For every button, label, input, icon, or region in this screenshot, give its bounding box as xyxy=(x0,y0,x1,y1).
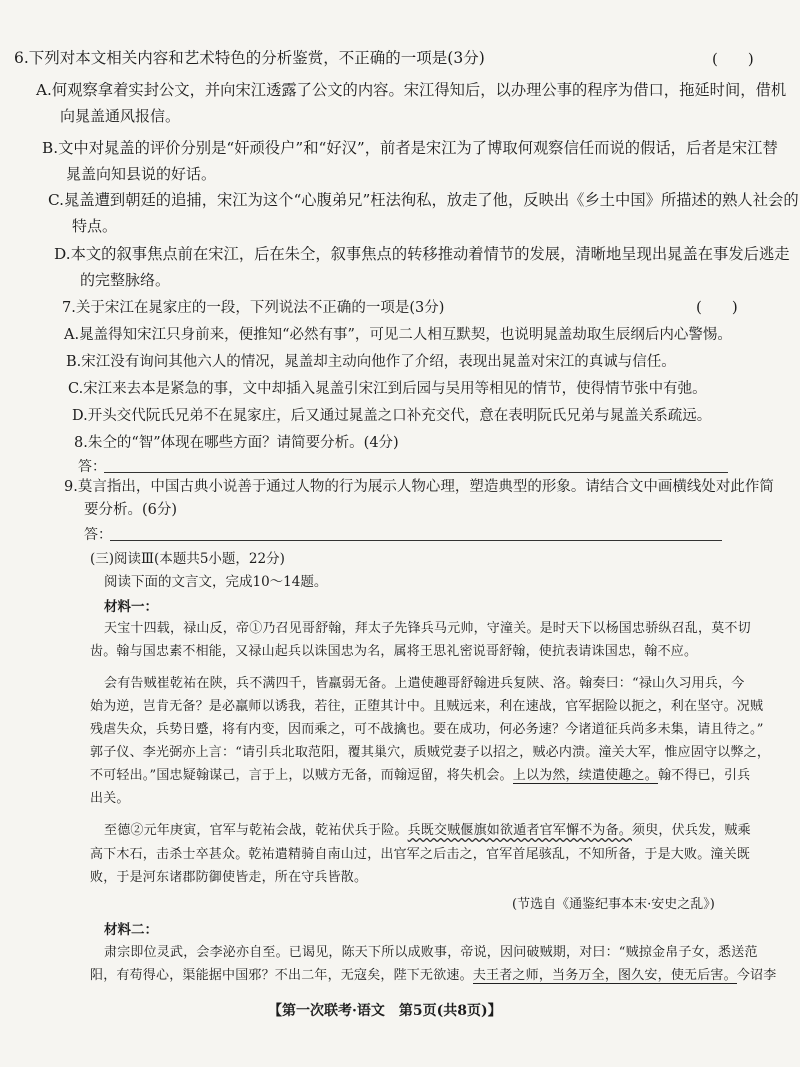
material1-p2-line3: 残虐失众，兵势日蹙，将有内变，因而乘之，可不战擒也。要在成功，何必务速？今诸道征兵尚多未集，请且待之。” xyxy=(90,722,764,737)
material1-p1-line1: 天宝十四载，禄山反，帝①乃召见哥舒翰，拜太子先锋兵马元帅，守潼关。是时天下以杨国忠骄纵召乱，莫不切 xyxy=(104,621,751,636)
wavy-underlined-sentence: 兵既交贼偃旗如欲遁者官军懈不为备。 xyxy=(407,823,633,838)
material1-p3-line1-end: 须臾，伏兵发，贼乘 xyxy=(632,823,751,838)
underlined-sentence-2: 夫王者之师，当务万全，图久安，使无后害。 xyxy=(472,968,737,983)
material1-p2-line4: 郭子仪、李光弼亦上言：“请引兵北取范阳，覆其巢穴，质贼党妻子以招之，贼必内溃。潼关大军，惟应固守以弊之， xyxy=(90,745,771,760)
material1-p3-line3: 败，于是河东诸郡防御使皆走，所在守兵皆散。 xyxy=(90,870,368,885)
q6-option-c: C.晁盖遭到朝廷的追捕，宋江为这个“心腹弟兄”枉法徇私，放走了他，反映出《乡土中国》所描述的熟人社会的 xyxy=(48,191,799,209)
material1-p3-line2: 高下木石，击杀士卒甚众。乾祐遣精骑自南山过，出官军之后击之，官军首尾骇乱，不知所备，于是大败。潼关既 xyxy=(90,847,751,862)
q6-option-a: A.何观察拿着实封公文，并向宋江透露了公文的内容。宋江得知后，以办理公事的程序为借口，拖延时间，借机 xyxy=(36,81,787,99)
material2-title: 材料二： xyxy=(104,922,158,938)
material1-source: (节选自《通鉴纪事本末·安史之乱》) xyxy=(512,897,715,912)
material2-line1: 肃宗即位灵武，会李泌亦自至。已谒见，陈天下所以成败事，帝说，因问破贼期，对曰：“贼掠金帛子女，悉送范 xyxy=(104,945,758,960)
material1-title: 材料一： xyxy=(104,599,158,615)
q6-option-a-cont: 向晁盖通风报信。 xyxy=(60,107,181,125)
q6-option-d: D.本文的叙事焦点前在宋江，后在朱仝，叙事焦点的转移推动着情节的发展，清晰地呈现出晁盖在事发后逃走 xyxy=(54,245,790,263)
material1-p2-line1: 会有告贼崔乾祐在陕，兵不满四千，皆羸弱无备。上遣使趣哥舒翰进兵复陕、洛。翰奏曰：“禄山久习用兵，今 xyxy=(104,676,745,691)
material1-p1-line2: 齿。翰与国忠素不相能，又禄山起兵以诛国忠为名，属将王思礼密说哥舒翰，使抗表请诛国忠，翰不应。 xyxy=(90,644,698,659)
page-footer: 【第一次联考·语文 第5页(共8页)】 xyxy=(268,1003,502,1019)
q7-stem: 7.关于宋江在晁家庄的一段，下列说法不正确的一项是(3分) xyxy=(62,300,445,316)
section3-instruction: 阅读下面的文言文，完成10～14题。 xyxy=(104,574,328,590)
material1-p2-line5-end: 翰不得已，引兵 xyxy=(657,768,751,783)
q9-stem-cont: 要分析。(6分) xyxy=(84,502,178,518)
q7-option-a: A.晁盖得知宋江只身前来，便推知“必然有事”，可见二人相互默契，也说明晁盖劫取生辰纲后内心警惕。 xyxy=(64,327,732,343)
q6-option-d-cont: 的完整脉络。 xyxy=(80,271,171,289)
q7-option-d: D.开头交代阮氏兄弟不在晁家庄，后又通过晁盖之口补充交代，意在表明阮氏兄弟与晁盖关系疏远。 xyxy=(72,408,712,424)
q6-stem: 6.下列对本文相关内容和艺术特色的分析鉴赏，不正确的一项是(3分) xyxy=(14,49,485,67)
material2-line2 xyxy=(90,961,776,990)
material1-p2-line6: 出关。 xyxy=(90,791,130,806)
q7-option-b: B.宋江没有询问其他六人的情况，晁盖却主动向他作了介绍，表现出晁盖对宋江的真诚与信任。 xyxy=(66,354,676,370)
q7-answer-bracket[interactable]: ( ) xyxy=(696,298,738,316)
q8-answer-label: 答： xyxy=(78,459,106,475)
q6-option-c-cont: 特点。 xyxy=(72,217,118,235)
material2-line2-end: 今诏李 xyxy=(736,968,777,983)
q9-stem: 9.莫言指出，中国古典小说善于通过人物的行为展示人物心理，塑造典型的形象。请结合文中画横线处对此作简 xyxy=(64,479,774,495)
q9-answer-label: 答： xyxy=(84,527,112,543)
q8-answer-line[interactable] xyxy=(104,472,728,473)
q7-option-c: C.宋江来去本是紧急的事，文中却插入晁盖引宋江到后园与吴用等相见的情节，使得情节张中有弛。 xyxy=(68,381,707,397)
underlined-sentence-1: 上以为然，续遣使趣之。 xyxy=(512,768,658,783)
q6-option-b-cont: 晁盖向知县说的好话。 xyxy=(66,165,217,183)
section3-title: (三)阅读Ⅲ(本题共5小题，22分) xyxy=(90,551,285,567)
material2-line2-text: 阳，有苟得心，渠能据中国邪？不出二年，无寇矣，陛下无欲速。 xyxy=(90,968,473,983)
q6-option-b: B.文中对晁盖的评价分别是“奸顽役户”和“好汉”，前者是宋江为了博取何观察信任而说的假话，后者是宋江替 xyxy=(42,139,778,157)
q8-stem: 8.朱仝的“智”体现在哪些方面？请简要分析。(4分) xyxy=(74,435,399,451)
q9-answer-line[interactable] xyxy=(110,540,722,541)
material1-p2-line2: 始为逆，岂肯无备？是必羸师以诱我，若往，正堕其计中。且贼远来，利在速战，官军据险以扼之，利在坚守。况贼 xyxy=(90,699,764,714)
q6-answer-bracket[interactable]: ( ) xyxy=(712,50,754,68)
material1-p3-line1-text: 至德②元年庚寅，官军与乾祐会战，乾祐伏兵于险。 xyxy=(104,823,408,838)
material1-p2-line5 xyxy=(90,761,750,790)
material1-p2-line5-text: 不可轻出。”国忠疑翰谋己，言于上，以贼方无备，而翰逗留，将失机会。 xyxy=(90,768,513,783)
